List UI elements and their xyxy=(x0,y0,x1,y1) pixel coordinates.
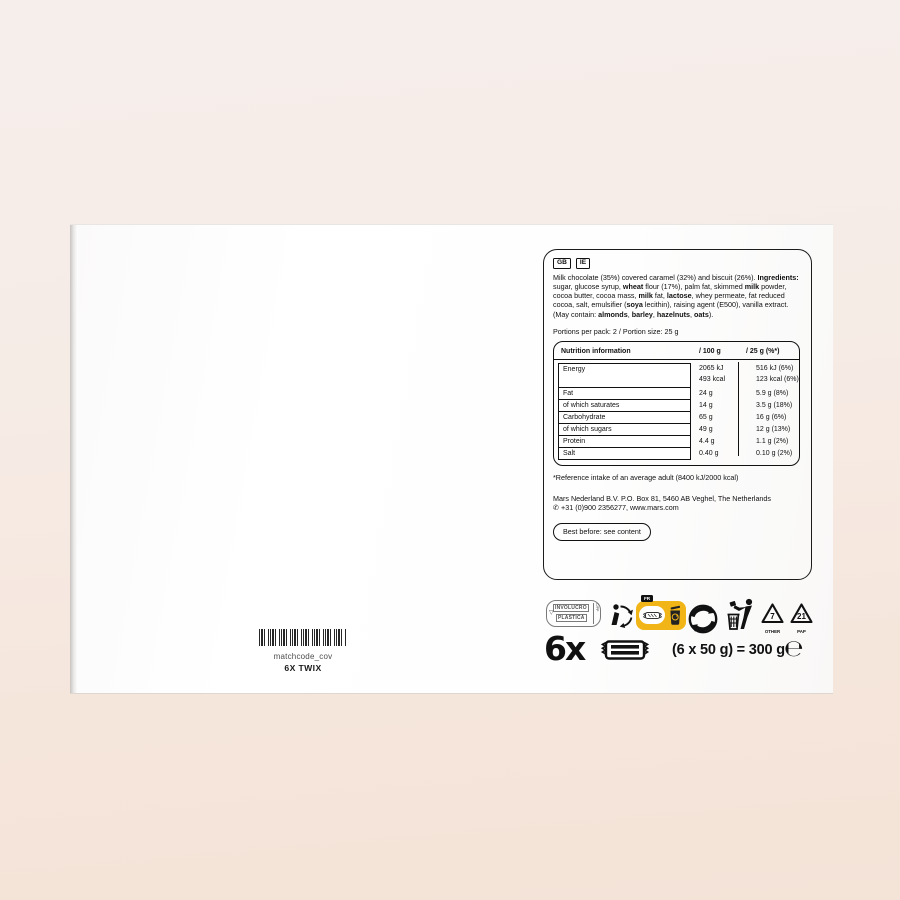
row-per100: 4.4 g xyxy=(699,438,715,446)
svg-text:21: 21 xyxy=(797,612,806,621)
legal-info-panel xyxy=(543,249,812,580)
col-per100-header: / 100 g xyxy=(699,348,721,356)
bin-pictogram xyxy=(668,604,682,627)
row-per100: 2065 kJ 493 kcal xyxy=(699,365,726,384)
table-row xyxy=(558,363,799,388)
pack-count: 6x xyxy=(544,629,585,668)
row-per25: 12 g (13%) xyxy=(756,426,791,434)
row-label: of which sugars xyxy=(558,423,691,436)
row-per25: 16 g (6%) xyxy=(756,414,787,422)
manufacturer-address xyxy=(553,494,802,513)
estimated-sign: ℮ xyxy=(784,636,804,662)
row-per25: 516 kJ (6%) 123 kcal (6%) xyxy=(756,365,799,384)
barcode-code-label: matchcode_cov xyxy=(273,652,333,661)
info-tri-sorting-icon xyxy=(636,595,686,631)
nutrition-table-header xyxy=(554,342,799,360)
table-row xyxy=(558,448,799,460)
nutrition-table-body xyxy=(554,360,799,460)
row-per25: 3.5 g (18%) xyxy=(756,402,793,410)
best-before-box: Best before: see content xyxy=(553,523,651,541)
row-label: of which saturates xyxy=(558,399,691,412)
candy-bar-icon xyxy=(598,637,652,668)
recycling-code-pap-label: PAP xyxy=(797,629,806,634)
barcode-product-label: 6X TWIX xyxy=(284,663,322,673)
stamp-material-code: C/PP xyxy=(593,603,599,624)
address-line2: ✆ +31 (0)900 2356277, www.mars.com xyxy=(553,503,679,513)
recycling-code-other-label: OTHER xyxy=(764,629,781,634)
row-per25: 5.9 g (8%) xyxy=(756,390,789,398)
stamp-word-1: INVOLUCRO xyxy=(555,605,587,611)
address-line1: Mars Nederland B.V. P.O. Box 81, 5460 AB Veghel, The Netherlands xyxy=(553,493,772,503)
country-badge-ie: IE xyxy=(576,258,590,269)
product-description: Milk chocolate (35%) covered caramel (32%) and biscuit (26%). xyxy=(553,272,756,282)
fr-tag: FR xyxy=(641,595,653,602)
row-label: Carbohydrate xyxy=(558,411,691,424)
row-label: Salt xyxy=(558,447,691,460)
col-per25-header: / 25 g (%*) xyxy=(746,348,780,356)
row-per25: 1.1 g (2%) xyxy=(756,438,789,446)
row-label: Energy xyxy=(558,363,691,388)
row-per100: 14 g xyxy=(699,402,713,410)
country-badges xyxy=(553,258,802,269)
involucro-plastica-stamp xyxy=(546,600,601,627)
ingredients-block xyxy=(553,273,806,319)
row-label: Fat xyxy=(558,387,691,400)
carton-back-panel xyxy=(70,224,833,694)
ingredients-text: Ingredients: sugar, glucose syrup, wheat flour (17%), palm fat, skimmed milk powder, cocoa butter, cocoa mass, milk fat, lactose, whey permeate, fat reduced cocoa, salt, emulsifier (soya lecithin), raising agent (E500), vanilla extract. xyxy=(553,272,799,310)
portions-line: Portions per pack: 2 / Portion size: 25 g xyxy=(553,326,679,336)
pack-info-row xyxy=(544,629,812,675)
row-per100: 49 g xyxy=(699,426,713,434)
country-badge-gb: GB xyxy=(553,258,571,269)
column-divider xyxy=(738,362,739,456)
wrapper-pictogram xyxy=(639,606,665,624)
row-per100: 0.40 g xyxy=(699,450,719,458)
recycle-triangle-icon: ▽ xyxy=(549,610,554,616)
nutrition-title: Nutrition information xyxy=(561,348,631,356)
stamp-word-2: PLASTICA xyxy=(558,615,585,621)
weight-calculation: (6 x 50 g) = 300 g xyxy=(672,642,785,658)
reference-intake-note: *Reference intake of an average adult (8400 kJ/2000 kcal) xyxy=(553,473,739,483)
row-per100: 65 g xyxy=(699,414,713,422)
row-per25: 0.10 g (2%) xyxy=(756,450,793,458)
svg-text:7: 7 xyxy=(770,612,775,621)
row-label: Protein xyxy=(558,435,691,448)
barcode-block xyxy=(248,629,358,673)
row-per100: 24 g xyxy=(699,390,713,398)
barcode xyxy=(259,629,347,646)
nutrition-table xyxy=(553,341,800,466)
may-contain-text: (May contain: almonds, barley, hazelnuts, oats). xyxy=(553,309,714,319)
